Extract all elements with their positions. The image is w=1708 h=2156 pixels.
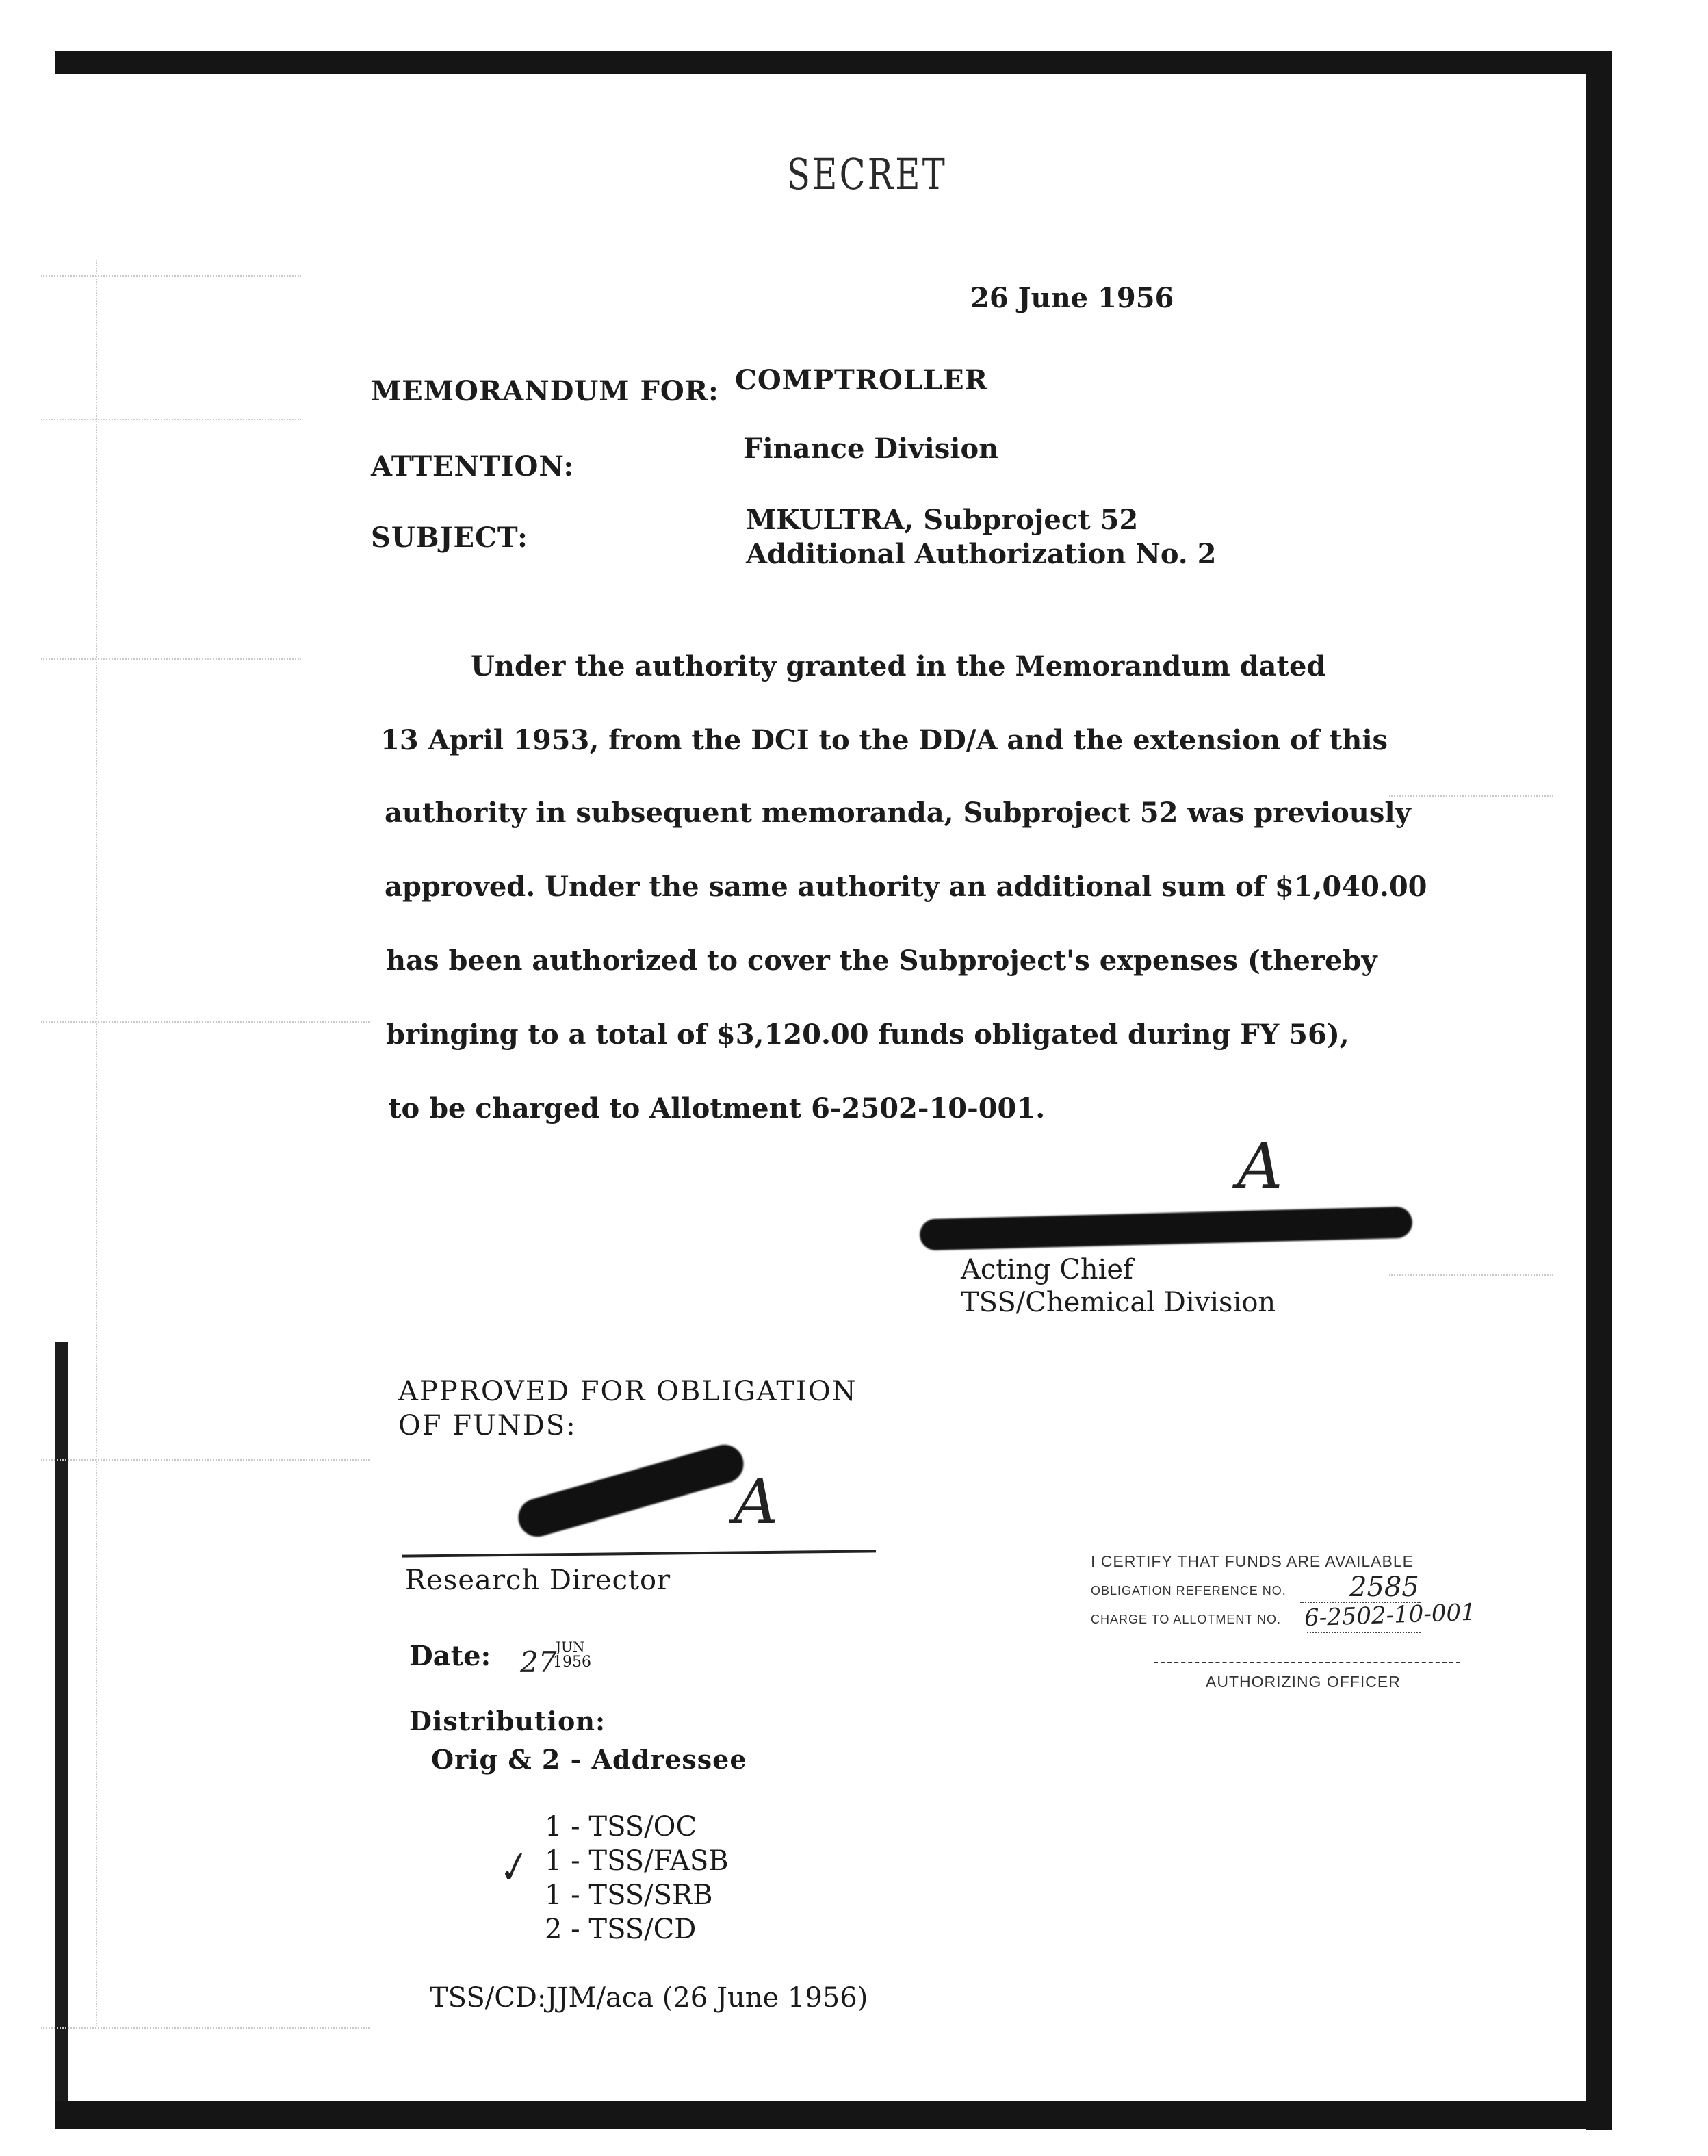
distribution-item: 1 - TSS/FASB <box>545 1845 729 1877</box>
reference-line: TSS/CD:JJM/aca (26 June 1956) <box>430 1982 868 2014</box>
check-mark-icon: ✓ <box>489 1842 534 1896</box>
approval-signature-line <box>402 1550 876 1557</box>
charge-allotment-value: 6-2502-10-001 <box>1304 1598 1477 1632</box>
certify-line: I CERTIFY THAT FUNDS ARE AVAILABLE <box>1091 1552 1414 1570</box>
scan-border-right <box>1586 51 1612 2130</box>
subject-label: SUBJECT: <box>371 522 528 554</box>
attention-value: Finance Division <box>743 433 999 465</box>
charge-allotment-rule <box>1307 1632 1421 1633</box>
redacted-signature <box>920 1207 1413 1251</box>
approval-heading-line-1: APPROVED FOR OBLIGATION <box>398 1376 857 1407</box>
signer-title-line-2: TSS/Chemical Division <box>961 1287 1276 1318</box>
distribution-orig: Orig & 2 - Addressee <box>431 1744 747 1775</box>
bleed-through-line <box>41 1021 370 1023</box>
memo-date: 26 June 1956 <box>970 282 1174 314</box>
date-stamp-year: 1956 <box>553 1654 591 1671</box>
bleed-through-margin <box>96 260 97 2026</box>
signer-title-line-1: Acting Chief <box>961 1254 1133 1285</box>
distribution-item: 1 - TSS/OC <box>545 1811 697 1843</box>
memo-for-label: MEMORANDUM FOR: <box>371 375 719 407</box>
bleed-through-line <box>41 2027 370 2029</box>
approval-signer-title: Research Director <box>405 1565 671 1596</box>
body-line: authority in subsequent memoranda, Subproject 52 was previously <box>385 797 1411 829</box>
date-stamp-day: 27 <box>520 1645 557 1679</box>
body-line: approved. Under the same authority an additional sum of $1,040.00 <box>385 871 1427 903</box>
bleed-through-line <box>41 1459 370 1461</box>
bleed-through-line <box>41 658 301 660</box>
body-line: to be charged to Allotment 6-2502-10-001. <box>389 1092 1046 1125</box>
bleed-through-line <box>41 275 301 277</box>
distribution-label: Distribution: <box>409 1706 606 1736</box>
scan-border-top <box>55 51 1612 74</box>
classification-marking: SECRET <box>787 149 947 199</box>
obligation-ref-value: 2585 <box>1349 1571 1419 1603</box>
approval-heading-line-2: OF FUNDS: <box>398 1410 577 1441</box>
bleed-through-line <box>41 419 301 420</box>
authorizing-officer-label: AUTHORIZING OFFICER <box>1206 1673 1401 1691</box>
obligation-ref-label: OBLIGATION REFERENCE NO. <box>1091 1584 1286 1597</box>
subject-line-2: Additional Authorization No. 2 <box>746 538 1217 570</box>
distribution-item: 2 - TSS/CD <box>545 1914 697 1945</box>
bleed-through-line <box>1389 795 1553 797</box>
scan-border-bottom <box>55 2101 1612 2129</box>
approval-date-label: Date: <box>409 1640 491 1672</box>
charge-allotment-label: CHARGE TO ALLOTMENT NO. <box>1091 1613 1282 1626</box>
approval-handwritten-initial: A <box>734 1466 778 1538</box>
handwritten-initial: A <box>1237 1129 1283 1203</box>
date-stamp-month: JUN <box>556 1639 585 1655</box>
subject-line-1: MKULTRA, Subproject 52 <box>746 504 1139 536</box>
body-line: bringing to a total of $3,120.00 funds obligated during FY 56), <box>386 1018 1349 1051</box>
body-line: Under the authority granted in the Memorandum dated <box>471 650 1326 682</box>
redacted-approval-signature <box>514 1440 748 1541</box>
distribution-item: 1 - TSS/SRB <box>545 1879 713 1911</box>
attention-label: ATTENTION: <box>371 450 575 483</box>
body-line: has been authorized to cover the Subproject's expenses (thereby <box>386 945 1377 977</box>
body-line: 13 April 1953, from the DCI to the DD/A and the extension of this <box>380 724 1388 756</box>
authorizing-officer-rule <box>1154 1662 1460 1663</box>
memo-for-value: COMPTROLLER <box>735 364 988 396</box>
bleed-through-line <box>1389 1274 1553 1276</box>
